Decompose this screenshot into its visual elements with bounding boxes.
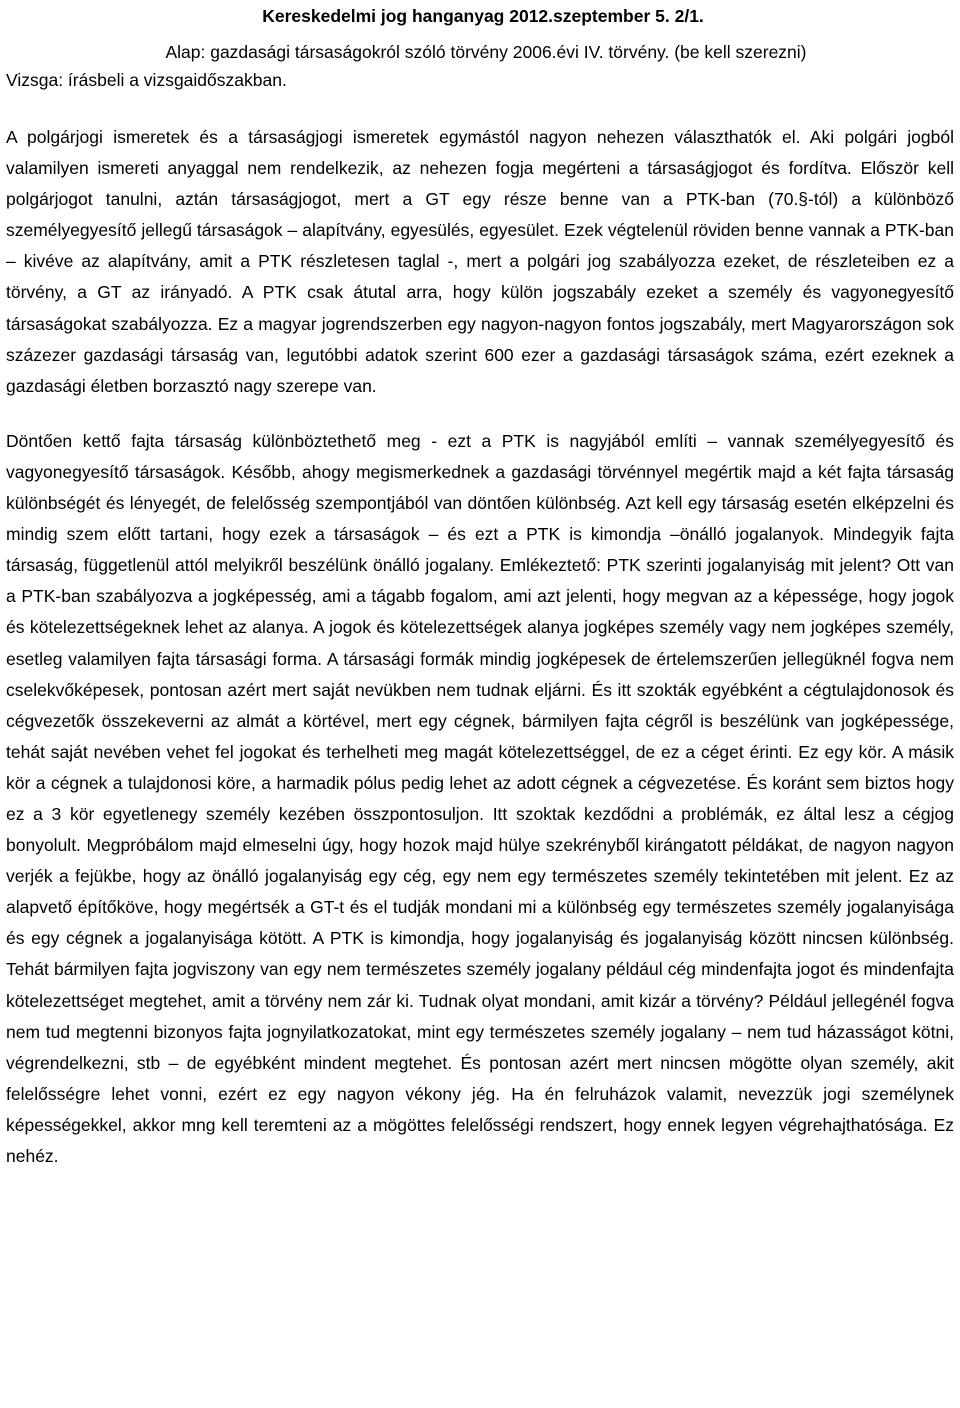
body-paragraph-2: Döntően kettő fajta társaság különböztethető meg - ezt a PTK is nagyjából említi – vannak személyegyesítő és vagyonegyesítő társaságok. Később, ahogy megismerkednek a gazdasági törvénnyel megértik majd a két fajta társaság különbségét és lényegét, de felelősség szempontjából van döntően különbség. Azt kell egy társaság esetén elképzelni és mindig szem előtt tartani, hogy ezek a társaságok – és ezt a PTK is kimondja –önálló jogalanyok. Mindegyik fajta társaság, függetlenül attól melyikről beszélünk önálló jogalany. Emlékeztető: PTK szerinti jogalanyiság mit jelent? Ott van a PTK-ban szabályozva a jogképesség, ami a tágabb fogalom, ami azt jelenti, hogy megvan az a képessége, hogy jogok és kötelezettségeknek lehet az alanya. A jogok és kötelezettségek alanya jogképes személy vagy nem jogképes személy, esetleg valamilyen fajta társasági forma. A társasági formák mindig jogképesek de értelemszerűen jellegüknél fogva nem cselekvőképesek, pontosan azért mert saját nevükben nem tudnak eljárni. És itt szokták egyébként a cégtulajdonosok és cégvezetők összekeverni az almát a körtével, mert egy cégnek, bármilyen fajta cégről is beszélünk van jogképessége, tehát saját nevében vehet fel jogokat és terhelheti meg magát kötelezettséggel, de ez a céget érinti. Ez egy kör. A másik kör a cégnek a tulajdonosi köre, a harmadik pólus pedig lehet az adott cégnek a cégvezetése. És koránt sem biztos hogy ez a 3 kör egyetlenegy személy kezében összpontosuljon. Itt szoktak kezdődni a problémák, ez által lesz a cégjog bonyolult. Megpróbálom majd elmeselni úgy, hogy hozok majd hülye szekrényből kirángatott példákat, de nagyon nagyon verjék a fejükbe, hogy az önálló jogalanyiság egy cég, egy nem egy természetes személy tekintetében mit jelent. Ez az alapvető építőköve, hogy megértsék a GT-t és el tudják mondani mi a különbség egy természetes személy jogalanyisága és egy cégnek a jogalanyisága kötött. A PTK is kimondja, hogy jogalanyiság és jogalanyiság között nincsen különbség. Tehát bármilyen fajta jogviszony van egy nem természetes személy jogalany például cég mindenfajta jogot és mindenfajta kötelezettséget megtehet, amit a törvény nem zár ki. Tudnak olyat mondani, amit kizár a törvény? Például jellegénél fogva nem tud megtenni bizonyos fajta jognyilatkozatokat, mint egy természetes személy jogalany – nem tud házasságot kötni, végrendelkezni, stb – de egyébként mindent megtehet. És pontosan azért mert nincsen mögötte olyan személy, akit felelősségre lehet vonni, ezért ez egy nagyon vékony jég. Ha én felruházok valamit, nevezzük jogi személynek képességekkel, akkor mng kell teremteni az a mögöttes felelősségi rendszert, hogy ennek legyen végrehajthatósága. Ez nehéz. <box>6 430 954 1166</box>
document-title: Kereskedelmi jog hanganyag 2012.szeptember 5. 2/1. <box>262 6 704 26</box>
exam-info-line: Vizsga: írásbeli a vizsgaidőszakban. <box>6 70 287 90</box>
document-page <box>6 0 954 1172</box>
document-basis-line: Alap: gazdasági társaságokról szóló törvény 2006.évi IV. törvény. (be kell szerezni) <box>165 42 807 62</box>
body-paragraph-1: A polgárjogi ismeretek és a társaságjogi ismeretek egymástól nagyon nehezen választhatók el. Aki polgári jogból valamilyen ismereti anyaggal nem rendelkezik, az nehezen fogja megérteni a társaságjogot és fordítva. Először kell polgárjogot tanulni, aztán társaságjogot, mert a GT egy része benne van a PTK-ban (70.§-tól) a különböző személyegyesítő jellegű társaságok – alapítvány, egyesülés, egyesület. Ezek végtelenül röviden benne vannak a PTK-ban – kivéve az alapítvány, amit a PTK részletesen taglal -, mert a polgári jog szabályozza ezeket, de részleteiben ez a törvény, a GT az irányadó. A PTK csak átutal arra, hogy külön jogszabály ezeket a személy és vagyonegyesítő társaságokat szabályozza. Ez a magyar jogrendszerben egy nagyon-nagyon fontos jogszabály, mert Magyarországon sok százezer gazdasági társaság van, legutóbbi adatok szerint 600 ezer a gazdasági társaságok száma, ezért ezeknek a gazdasági életben borzasztó nagy szerepe van. <box>6 127 954 396</box>
